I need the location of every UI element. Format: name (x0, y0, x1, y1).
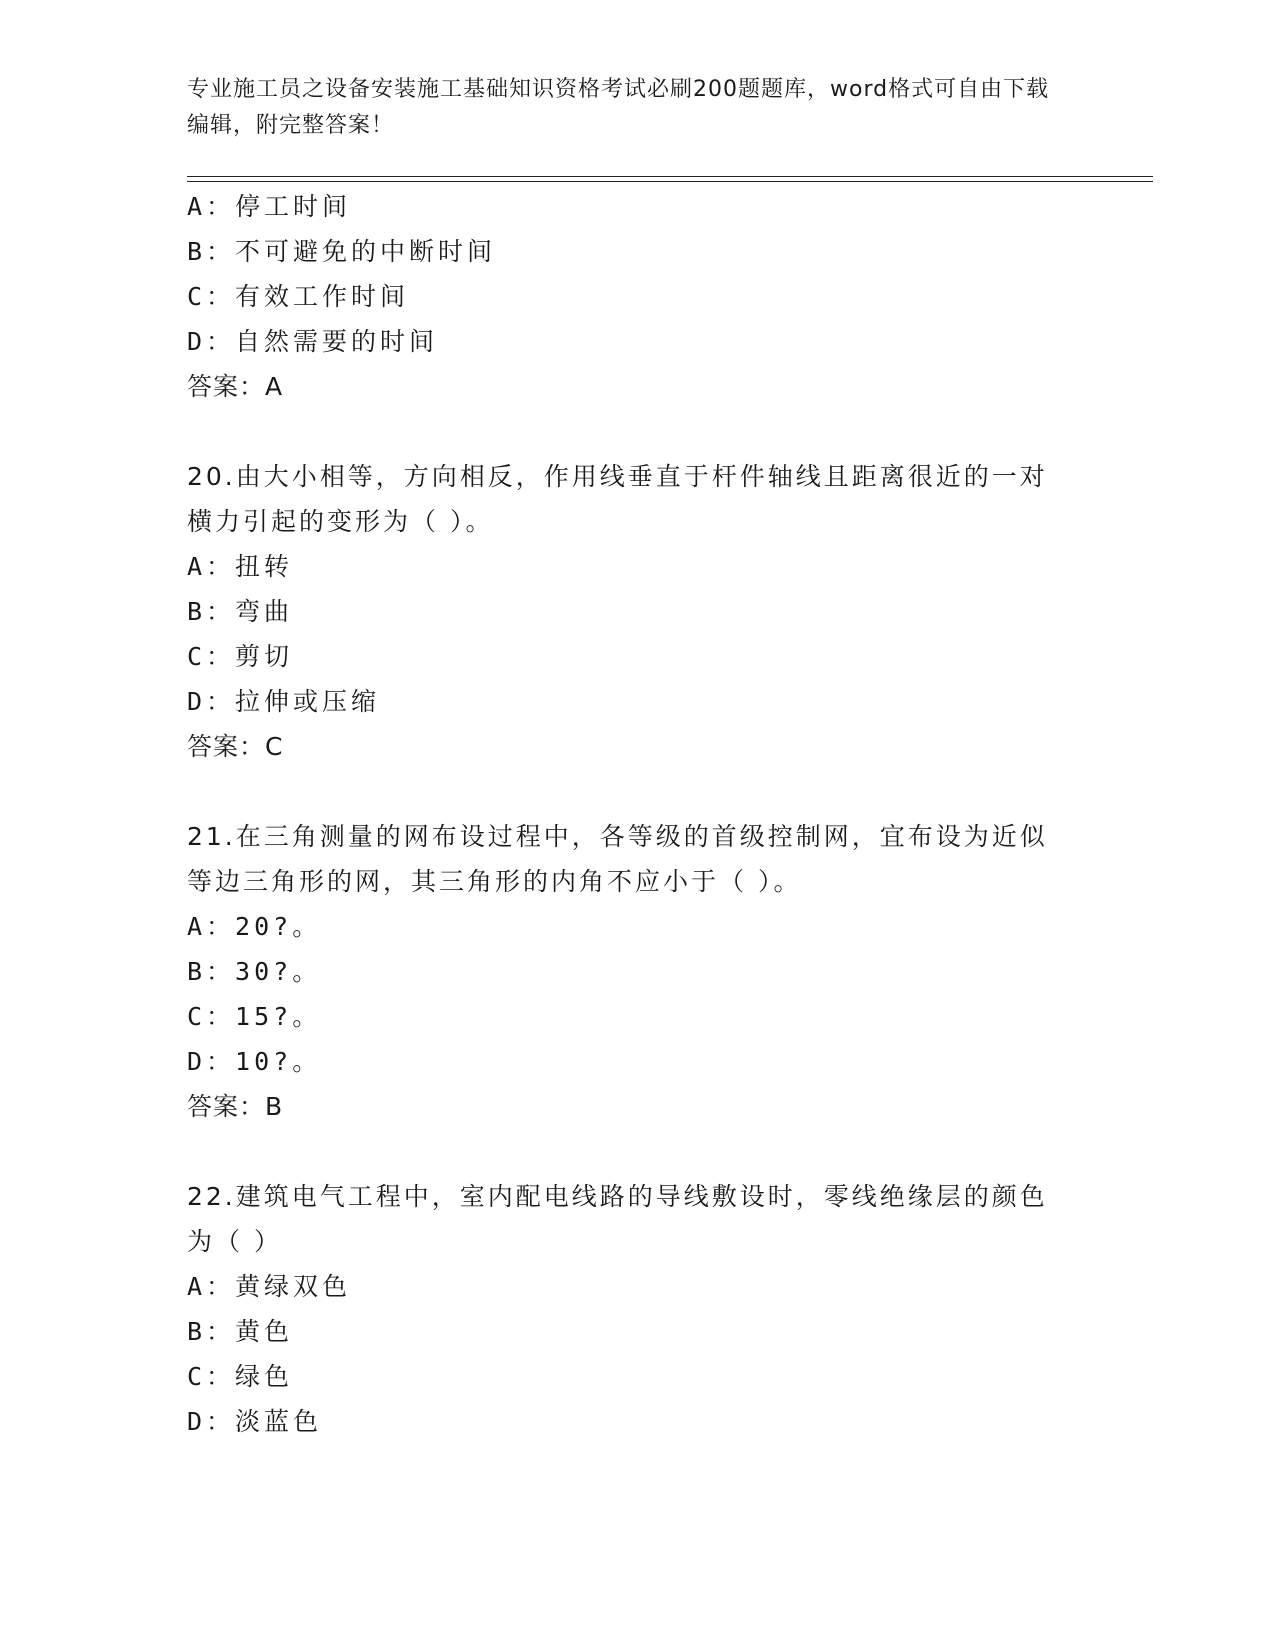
q20-option-d: D：拉伸或压缩 (187, 687, 381, 716)
document-header: 专业施工员之设备安装施工基础知识资格考试必刷200题题库，word格式可自由下载编辑，附完整答案！ (187, 77, 1050, 138)
q20-option-c: C：剪切 (187, 642, 294, 671)
q21-option-d: D：10?。 (187, 1047, 322, 1076)
q19-option-c: C：有效工作时间 (187, 282, 410, 311)
q22-option-b: B：黄色 (187, 1317, 294, 1346)
header-divider-bottom (187, 181, 1153, 182)
q22-question-line2: 为（ ） (187, 1227, 282, 1256)
q19-option-a: A：停工时间 (187, 192, 352, 221)
q19-option-b: B：不可避免的中断时间 (187, 237, 497, 266)
q20-question-line1: 20.由大小相等，方向相反，作用线垂直于杆件轴线且距离很近的一对 (187, 462, 1048, 491)
q19-option-d: D：自然需要的时间 (187, 327, 439, 356)
q22-question-line1: 22.建筑电气工程中，室内配电线路的导线敷设时，零线绝缘层的颜色 (187, 1182, 1048, 1211)
q22-option-a: A：黄绿双色 (187, 1272, 352, 1301)
q21-question-line1: 21.在三角测量的网布设过程中，各等级的首级控制网，宜布设为近似 (187, 822, 1048, 851)
q21-answer: 答案：B (187, 1092, 284, 1121)
q20-option-b: B：弯曲 (187, 597, 294, 626)
q20-answer: 答案：C (187, 732, 284, 761)
q21-option-b: B：30?。 (187, 957, 322, 986)
q22-option-c: C：绿色 (187, 1362, 294, 1391)
header-divider-top (187, 176, 1153, 177)
q21-option-c: C：15?。 (187, 1002, 322, 1031)
q21-option-a: A：20?。 (187, 912, 322, 941)
q22-option-d: D：淡蓝色 (187, 1407, 323, 1436)
q20-question-line2: 横力引起的变形为（ ）。 (187, 507, 494, 536)
q19-answer: 答案：A (187, 372, 284, 401)
q21-question-line2: 等边三角形的网，其三角形的内角不应小于（ ）。 (187, 867, 802, 896)
q20-option-a: A：扭转 (187, 552, 294, 581)
